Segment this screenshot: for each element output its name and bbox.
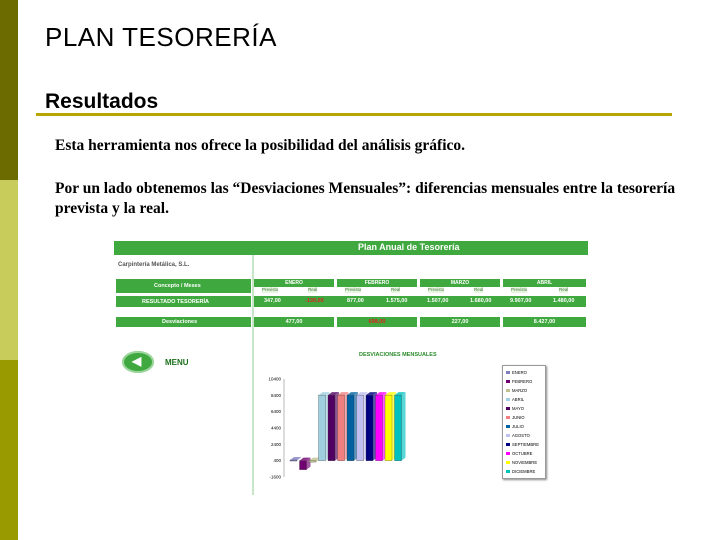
concept-header-label: Concepto / Meses (154, 283, 201, 289)
month-header-enero: ENERO (254, 279, 334, 287)
deviation-cell: 227,00 (420, 317, 500, 327)
legend-item (506, 406, 524, 411)
legend-item (506, 397, 524, 402)
legend-item (506, 433, 530, 438)
subheader-previsto: Previsto (345, 287, 362, 292)
bar-febrero (300, 458, 311, 470)
legend-label: OCTUBRE (512, 451, 533, 456)
menu-label[interactable]: MENU (165, 358, 189, 367)
deviation-row-label-text: Desviaciones (162, 319, 198, 325)
result-cell: 1.507,00 (427, 298, 449, 304)
result-cell: 347,00 (264, 298, 281, 304)
sheet-title: Plan Anual de Tesorería (358, 242, 460, 252)
legend-swatch (506, 434, 510, 437)
y-tick-label: 2400 (270, 441, 281, 447)
legend-swatch (506, 452, 510, 455)
y-tick-label: 10400 (268, 376, 281, 382)
result-cell: 1.480,00 (553, 298, 575, 304)
legend-label: FEBRERO (512, 379, 533, 384)
deviation-row-label (116, 317, 251, 327)
legend-swatch (506, 416, 510, 419)
slide-subtitle: Resultados (45, 90, 159, 113)
legend-item (506, 460, 537, 465)
y-tick-label: 4400 (270, 425, 281, 431)
subheader-real: Real (559, 287, 569, 292)
subheader-previsto: Previsto (428, 287, 445, 292)
subtitle-underline (36, 113, 672, 116)
y-tick-label: 8400 (270, 392, 281, 398)
legend-swatch (506, 461, 510, 464)
legend-item (506, 451, 532, 456)
y-tick-label: 400 (273, 458, 281, 464)
chart-title: DESVIACIONES MENSUALES (359, 352, 437, 358)
accent-bar-bottom (0, 360, 18, 540)
legend-item (506, 442, 539, 447)
bar-enero (290, 457, 301, 461)
legend-item (506, 424, 524, 429)
left-arrow-icon: ◀ (132, 354, 142, 368)
legend-item (506, 370, 527, 375)
subheader-real: Real (474, 287, 484, 292)
subheader-real: Real (308, 287, 318, 292)
legend-label: DICIEMBRE (512, 469, 536, 474)
legend-swatch (506, 443, 510, 446)
legend-item (506, 379, 532, 384)
deviation-chart (254, 365, 504, 497)
legend-label: ABRIL (512, 397, 525, 402)
legend-swatch (506, 398, 510, 401)
subheader-previsto: Previsto (511, 287, 528, 292)
menu-button[interactable] (122, 351, 154, 373)
legend-label: JUNIO (512, 415, 525, 420)
month-header-febrero: FEBRERO (337, 279, 417, 287)
month-header-abril: ABRIL (503, 279, 586, 287)
legend-swatch (506, 407, 510, 410)
legend-label: AGOSTO (512, 433, 530, 438)
legend-item (506, 415, 525, 420)
legend-label: MARZO (512, 388, 528, 393)
result-cell: 1.680,00 (470, 298, 492, 304)
legend-item (506, 469, 535, 474)
result-row (254, 296, 586, 307)
subheader-real: Real (391, 287, 401, 292)
result-cell: 9.907,00 (510, 298, 532, 304)
concept-header (116, 279, 251, 293)
y-tick-label: 6400 (270, 409, 281, 415)
deviation-cell: 698,00 (337, 317, 417, 327)
sheet-title-bar (114, 241, 588, 255)
legend-swatch (506, 371, 510, 374)
result-row-label (116, 296, 251, 307)
legend-swatch (506, 425, 510, 428)
result-row-label-text: RESULTADO TESORERÍA (142, 299, 210, 305)
result-cell: 877,00 (347, 298, 364, 304)
legend-item (506, 388, 527, 393)
paragraph-1: Esta herramienta nos ofrece la posibilidad del análisis gráfico. (55, 137, 466, 154)
legend-label: SEPTIEMBRE (512, 442, 539, 447)
paragraph-2: Por un lado obtenemos las “Desviaciones Mensuales”: diferencias mensuales entre la tesorería prevista y la real. (55, 180, 676, 217)
chart-legend (502, 365, 546, 479)
legend-swatch (506, 389, 510, 392)
company-name: Carpintería Metálica, S.L. (118, 262, 190, 268)
legend-label: ENERO (512, 370, 527, 375)
spreadsheet-screenshot (114, 239, 588, 499)
legend-swatch (506, 380, 510, 383)
legend-label: NOVIEMBRE (512, 460, 538, 465)
deviation-cell: 477,00 (254, 317, 334, 327)
accent-bar-top (0, 0, 18, 180)
legend-swatch (506, 470, 510, 473)
legend-label: MAYO (512, 406, 525, 411)
legend-label: JULIO (512, 424, 524, 429)
bar-diciembre (395, 392, 406, 461)
accent-bar-middle (0, 180, 18, 360)
deviation-cell: 8.427,00 (503, 317, 586, 327)
result-cell: -130,00 (305, 298, 324, 304)
result-cell: 1.575,00 (386, 298, 408, 304)
y-tick-label: -1600 (269, 474, 281, 480)
slide-title: PLAN TESORERÍA (45, 22, 277, 52)
subheader-previsto: Previsto (262, 287, 279, 292)
month-header-marzo: MARZO (420, 279, 500, 287)
